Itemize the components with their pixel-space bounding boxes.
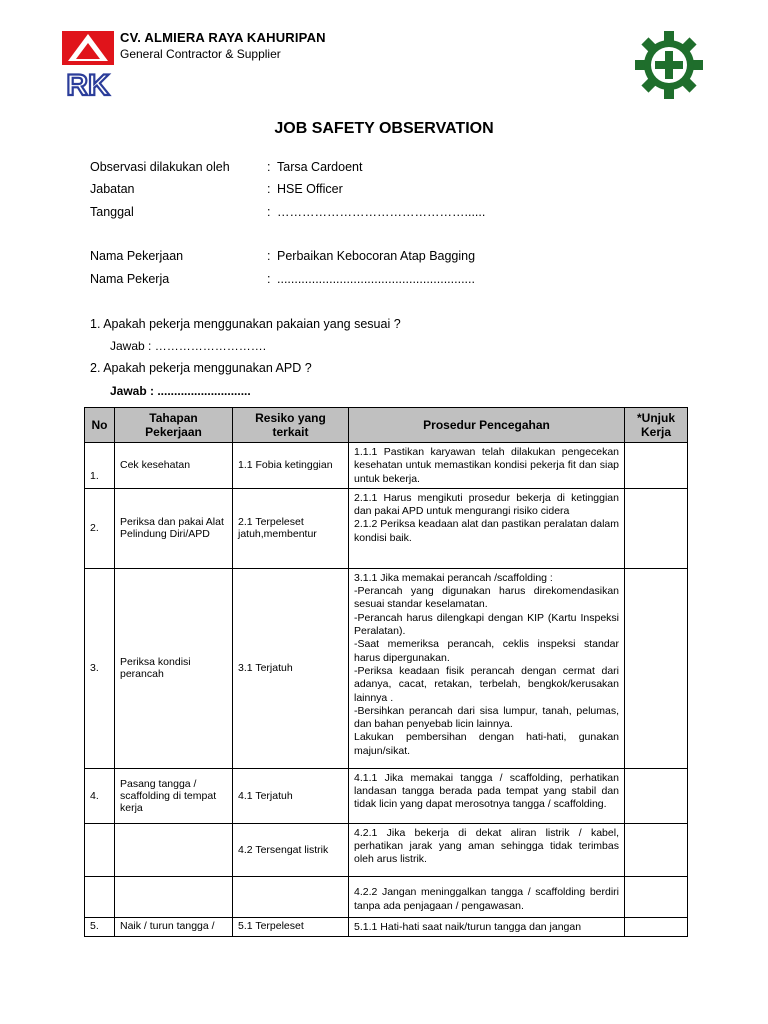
cell-resiko: 1.1 Fobia ketinggian (233, 443, 349, 489)
logo-letters: RK (66, 69, 110, 101)
info-row-observer: Observasi dilakukan oleh : Tarsa Cardoent (90, 160, 363, 174)
cell-unjuk-kerja[interactable] (625, 568, 688, 768)
cell-prosedur: 4.2.1 Jika bekerja di dekat aliran listrik / kabel, perhatikan jarak yang aman sehingga tidak terimbas oleh arus listrik. (349, 823, 625, 876)
table-row (85, 876, 688, 917)
question-2: 2. Apakah pekerja menggunakan APD ? (90, 361, 312, 375)
info-label: Nama Pekerja (90, 272, 170, 286)
info-row-position: Jabatan : HSE Officer (90, 182, 343, 196)
cell-tahapan: Periksa dan pakai Alat Pelindung Diri/APD (115, 488, 233, 568)
info-row-date: Tanggal : ………………………………………...... (90, 205, 486, 219)
header-resiko: Resiko yang terkait (233, 408, 349, 443)
cell-prosedur: 4.2.2 Jangan meninggalkan tangga / scaffolding berdiri tanpa ada penjagaan / pengawasan. (349, 876, 625, 917)
info-value: ………………………………………...... (277, 205, 486, 219)
cell-unjuk-kerja[interactable] (625, 876, 688, 917)
cell-unjuk-kerja[interactable] (625, 443, 688, 489)
header-tahapan: Tahapan Pekerjaan (115, 408, 233, 443)
company-subtitle: General Contractor & Supplier (120, 47, 281, 61)
table-row (85, 443, 688, 489)
info-value: ......................................................... (277, 272, 475, 286)
cell-no (85, 823, 115, 876)
table-row (85, 768, 688, 823)
cell-tahapan: Cek kesehatan (115, 443, 233, 489)
cell-unjuk-kerja[interactable] (625, 768, 688, 823)
table-row (85, 488, 688, 568)
cell-unjuk-kerja[interactable] (625, 488, 688, 568)
cell-tahapan (115, 876, 233, 917)
info-row-job-name: Nama Pekerjaan : Perbaikan Kebocoran Atap Bagging (90, 249, 476, 263)
company-name: CV. ALMIERA RAYA KAHURIPAN (120, 30, 326, 45)
document-title: JOB SAFETY OBSERVATION (274, 120, 494, 137)
cell-resiko (233, 876, 349, 917)
info-value: Perbaikan Kebocoran Atap Bagging (277, 249, 476, 263)
cell-prosedur: 4.1.1 Jika memakai tangga / scaffolding, perhatikan landasan tangga berada pada tempat yang stabil dan tidak licin yang dapat merosotnya tangga / scaffolding. (349, 768, 625, 823)
question-1: 1. Apakah pekerja menggunakan pakaian yang sesuai ? (90, 317, 401, 331)
cell-no: 5. (85, 917, 115, 936)
cell-resiko: 5.1 Terpeleset (233, 917, 349, 936)
info-label: Nama Pekerjaan (90, 249, 184, 263)
cell-tahapan: Periksa kondisi perancah (115, 568, 233, 768)
cell-resiko: 3.1 Terjatuh (233, 568, 349, 768)
cell-unjuk-kerja[interactable] (625, 823, 688, 876)
cell-prosedur: 5.1.1 Hati-hati saat naik/turun tangga dan jangan (349, 917, 625, 936)
answer-1: Jawab : ………………………. (110, 339, 267, 353)
info-label: Tanggal (90, 205, 134, 219)
info-label: Observasi dilakukan oleh (90, 160, 230, 174)
info-label: Jabatan (90, 182, 135, 196)
company-logo (62, 31, 114, 101)
cell-no: 3. (85, 568, 115, 768)
cell-resiko: 4.1 Terjatuh (233, 768, 349, 823)
cell-prosedur: 2.1.1 Harus mengikuti prosedur bekerja di ketinggian dan pakai APD untuk mengurangi risiko cidera 2.1.2 Periksa keadaan alat dan pastikan peralatan dalam kondisi baik. (349, 488, 625, 568)
header-unjuk-kerja: *Unjuk Kerja (625, 408, 688, 443)
cell-tahapan: Naik / turun tangga / (115, 917, 233, 936)
cell-no (85, 876, 115, 917)
cell-prosedur: 3.1.1 Jika memakai perancah /scaffolding : -Perancah yang digunakan harus direkomendasikan sesuai standar keselamatan. -Perancah harus dilengkapi dengan KIP (Kartu Inspeksi Peralatan). -Saat memeriksa perancah, ceklis inspeksi standar harus dipergunakan. -Periksa keadaan fisik perancah dengan cermat dari adanya, cacat, retakan, terbelah, bengkok/kerusakan lainnya . -Bersihkan perancah dari sisa lumpur, tanah, pelumas, dan bahan penyebab licin lainnya. Lakukan pembersihan dengan hati-hati, gunakan majun/sikat. (349, 568, 625, 768)
cell-resiko: 2.1 Terpeleset jatuh,membentur (233, 488, 349, 568)
cell-no: 4. (85, 768, 115, 823)
header-no: No (85, 408, 115, 443)
safety-gear-cross-icon (634, 30, 704, 100)
info-value: Tarsa Cardoent (277, 160, 363, 174)
cell-prosedur: 1.1.1 Pastikan karyawan telah dilakukan pengecekan kesehatan untuk memastikan kondisi pekerja fit dan siap untuk bekerja. (349, 443, 625, 489)
cell-no: 1. (85, 443, 115, 489)
jso-table (84, 407, 688, 937)
header-prosedur: Prosedur Pencegahan (349, 408, 625, 443)
info-value: HSE Officer (277, 182, 343, 196)
cell-tahapan (115, 823, 233, 876)
cell-resiko: 4.2 Tersengat listrik (233, 823, 349, 876)
table-row (85, 823, 688, 876)
table-row (85, 568, 688, 768)
table-header-row (85, 408, 688, 443)
cell-unjuk-kerja[interactable] (625, 917, 688, 936)
cell-no: 2. (85, 488, 115, 568)
answer-2: Jawab : ............................ (110, 384, 251, 398)
info-row-worker-name: Nama Pekerja : ......................................................... (90, 272, 475, 286)
cell-tahapan: Pasang tangga / scaffolding di tempat kerja (115, 768, 233, 823)
table-row (85, 917, 688, 936)
